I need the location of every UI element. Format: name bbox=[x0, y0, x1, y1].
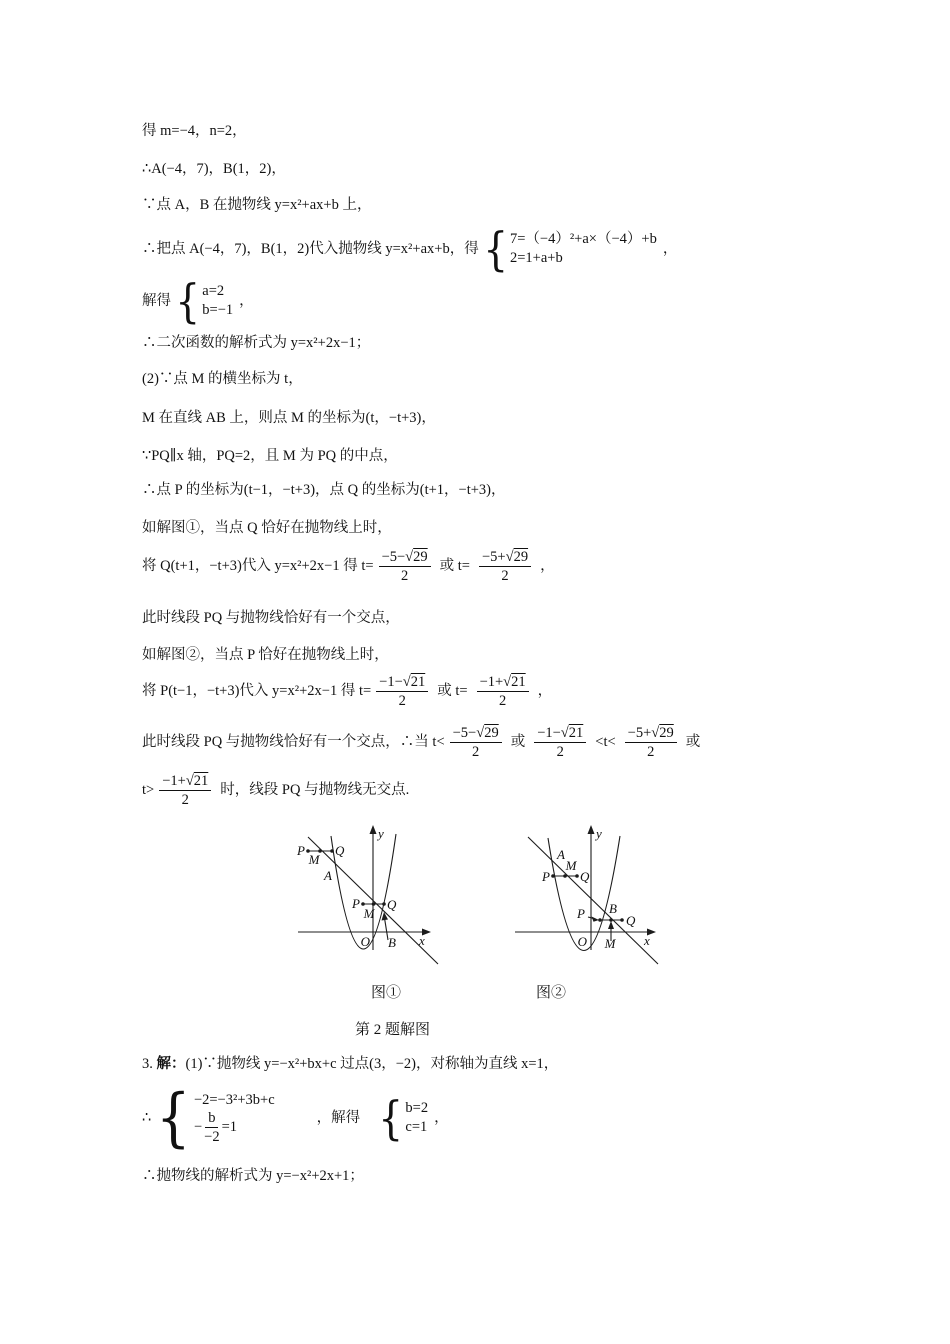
minus-sign: − bbox=[193, 1119, 203, 1135]
denominator: −2 bbox=[204, 1129, 220, 1145]
line-15-comma: ， bbox=[537, 683, 553, 699]
solution-line-1: 得 m=−4，n=2， bbox=[142, 123, 247, 139]
radicand: 21 bbox=[511, 674, 526, 690]
pointer-arrowhead-p bbox=[592, 917, 600, 922]
label-m-upper: M bbox=[565, 858, 577, 873]
fraction bbox=[376, 674, 428, 709]
fraction bbox=[159, 773, 211, 808]
numerator: b bbox=[205, 1110, 218, 1128]
pointer-arrowhead-b bbox=[382, 912, 389, 921]
line-21-text: (1)∵抛物线 y=−x²+bx+c 过点(3，−2)，对称轴为直线 x=1， bbox=[185, 1056, 559, 1072]
solution-line-14: 如解图②，当点 P 恰好在抛物线上时， bbox=[142, 647, 389, 663]
fraction bbox=[479, 549, 531, 584]
figure-2-graph bbox=[503, 824, 698, 976]
solution-line-21 bbox=[142, 1055, 558, 1074]
numerator: −5+√ bbox=[627, 725, 660, 741]
fraction bbox=[450, 725, 502, 760]
label-p-lower: P bbox=[352, 896, 360, 911]
figure-1-graph bbox=[278, 824, 473, 976]
solution-line-11: 如解图①，当点 Q 恰好在抛物线上时， bbox=[142, 520, 392, 536]
left-brace: { bbox=[175, 274, 201, 328]
line-12-comma: ， bbox=[540, 558, 555, 574]
problem-number: 3. bbox=[142, 1056, 157, 1072]
point-p-upper bbox=[551, 874, 555, 878]
line-15-text: 将 P(t−1，−t+3)代入 y=x²+2x−1 得 t= bbox=[142, 683, 372, 699]
solution-line-3: ∵点 A，B 在抛物线 y=x²+ax+b 上， bbox=[142, 197, 372, 213]
label-b: B bbox=[609, 901, 617, 916]
point-m-upper bbox=[563, 874, 567, 878]
system-row-1: a=2 bbox=[202, 283, 225, 299]
y-axis-arrow bbox=[588, 825, 595, 834]
system-row-2: b=−1 bbox=[202, 302, 234, 318]
denominator: 2 bbox=[181, 792, 189, 808]
denominator: 2 bbox=[556, 744, 564, 760]
solution-line-16-fractions bbox=[142, 725, 704, 760]
label-b: B bbox=[388, 935, 396, 950]
line-16-or-2: 或 bbox=[685, 734, 701, 750]
figure-group-caption: 第 2 题解图 bbox=[355, 1022, 431, 1038]
radicand: 29 bbox=[413, 549, 428, 565]
system-row-2: c=1 bbox=[405, 1119, 428, 1135]
fraction bbox=[534, 725, 586, 760]
axis-label-x: x bbox=[419, 933, 425, 948]
equation-system bbox=[481, 222, 657, 276]
system-row-1: −2=−3²+3b+c bbox=[193, 1092, 275, 1108]
solution-line-23: ∴抛物线的解析式为 y=−x²+2x+1； bbox=[142, 1168, 364, 1184]
line-15-or: 或 t= bbox=[437, 683, 468, 699]
fraction bbox=[625, 725, 677, 760]
line-22-comma: ， bbox=[434, 1109, 449, 1126]
figure-1-caption: 图① bbox=[371, 985, 402, 1001]
solution-line-12-fractions bbox=[142, 549, 559, 584]
solution-line-13: 此时线段 PQ 与抛物线恰好有一个交点， bbox=[142, 610, 400, 626]
label-m-upper: M bbox=[308, 852, 320, 867]
origin-label: O bbox=[360, 934, 370, 949]
label-a: A bbox=[557, 847, 565, 862]
label-m-lower: M bbox=[363, 906, 375, 921]
solution-line-6: ∴二次函数的解析式为 y=x²+2x−1； bbox=[142, 335, 371, 351]
label-q-lower: Q bbox=[387, 897, 397, 912]
point-q-lower bbox=[620, 918, 624, 922]
numerator: −1−√ bbox=[537, 725, 569, 741]
line-16-inequality: <t< bbox=[595, 734, 616, 750]
equation-system bbox=[153, 1081, 275, 1155]
line-17-tail: 时，线段 PQ 与抛物线无交点. bbox=[220, 782, 410, 798]
pointer-arrowhead-m bbox=[608, 921, 614, 929]
solution-keyword: 解： bbox=[156, 1056, 186, 1072]
label-m-lower: M bbox=[604, 936, 616, 951]
denominator: 2 bbox=[400, 568, 409, 584]
system-row-1: 7=（−4）²+a×（−4）+b bbox=[509, 231, 657, 247]
equation-system bbox=[173, 274, 234, 328]
solution-line-15-fractions bbox=[142, 674, 556, 709]
fraction bbox=[379, 549, 431, 584]
line-4-text: ∴把点 A(−4，7)，B(1，2)代入抛物线 y=x²+ax+b，得 bbox=[142, 240, 479, 257]
numerator: −5−√ bbox=[381, 549, 414, 565]
radicand: 29 bbox=[484, 725, 499, 741]
numerator: −5−√ bbox=[452, 725, 485, 741]
axis-label-y: y bbox=[378, 826, 384, 841]
line-5-text: 解得 bbox=[142, 292, 171, 309]
system-row-2: 2=1+a+b bbox=[509, 250, 563, 266]
solution-line-7: (2)∵点 M 的横坐标为 t， bbox=[142, 371, 303, 387]
solution-line-4-system bbox=[142, 222, 681, 276]
numerator: −1+√ bbox=[479, 674, 512, 690]
denominator: 2 bbox=[498, 693, 507, 709]
radicand: 21 bbox=[568, 725, 584, 741]
left-brace: { bbox=[156, 1081, 191, 1155]
point-q-lower bbox=[382, 902, 386, 906]
axis-label-y: y bbox=[596, 826, 602, 841]
solution-line-8: M 在直线 AB 上，则点 M 的坐标为(t，−t+3)， bbox=[142, 410, 436, 426]
line-22-solve-text: ，解得 bbox=[316, 1109, 361, 1126]
point-q-upper bbox=[575, 874, 579, 878]
solution-line-10: ∴点 P 的坐标为(t−1，−t+3)，点 Q 的坐标为(t+1，−t+3)， bbox=[142, 482, 506, 498]
radicand: 29 bbox=[513, 549, 529, 565]
label-p-upper: P bbox=[542, 869, 550, 884]
left-brace: { bbox=[378, 1091, 404, 1145]
solution-line-9: ∵PQ∥x 轴，PQ=2，且 M 为 PQ 的中点， bbox=[142, 448, 398, 464]
point-q-upper bbox=[330, 849, 334, 853]
line-16-or-1: 或 bbox=[510, 734, 526, 750]
line-16-text: 此时线段 PQ 与抛物线恰好有一个交点，∴当 t< bbox=[142, 734, 445, 750]
line-12-text: 将 Q(t+1，−t+3)代入 y=x²+2x−1 得 t= bbox=[142, 558, 374, 574]
denominator: 2 bbox=[647, 744, 655, 760]
radicand: 21 bbox=[410, 674, 426, 690]
solution-line-2: ∴A(−4，7)，B(1，2)， bbox=[142, 161, 286, 177]
numerator: −1−√ bbox=[379, 674, 411, 690]
label-p-upper: P bbox=[297, 843, 305, 858]
system-row-2 bbox=[194, 1110, 275, 1145]
solution-line-22-system bbox=[142, 1081, 453, 1155]
denominator: 2 bbox=[398, 693, 406, 709]
solution-line-17-fraction bbox=[142, 773, 413, 808]
system-row-1: b=2 bbox=[405, 1100, 429, 1116]
solution-line-5-system bbox=[142, 274, 258, 328]
equals-one: =1 bbox=[221, 1119, 238, 1135]
line-5-comma: ， bbox=[239, 292, 254, 309]
fraction bbox=[204, 1110, 219, 1145]
line-ab bbox=[528, 837, 658, 964]
origin-label: O bbox=[577, 934, 587, 949]
label-q-upper: Q bbox=[580, 869, 590, 884]
line-12-or: 或 t= bbox=[439, 558, 470, 574]
numerator: −5+√ bbox=[481, 549, 514, 565]
label-a: A bbox=[324, 868, 332, 883]
y-axis-arrow bbox=[370, 825, 377, 834]
label-q-lower: Q bbox=[626, 913, 636, 928]
denominator: 2 bbox=[472, 744, 480, 760]
line-4-comma: ， bbox=[662, 240, 678, 257]
figure-2-caption: 图② bbox=[536, 985, 567, 1001]
line-17-text: t> bbox=[142, 782, 155, 798]
left-brace: { bbox=[482, 222, 508, 276]
label-p-lower: P bbox=[577, 906, 585, 921]
denominator: 2 bbox=[501, 568, 509, 584]
radicand: 29 bbox=[659, 725, 674, 741]
axis-label-x: x bbox=[644, 933, 650, 948]
equation-system bbox=[376, 1091, 429, 1145]
radicand: 21 bbox=[193, 773, 209, 789]
fraction bbox=[477, 674, 529, 709]
label-q-upper: Q bbox=[335, 843, 345, 858]
therefore-symbol: ∴ bbox=[142, 1109, 152, 1126]
numerator: −1+√ bbox=[162, 773, 194, 789]
